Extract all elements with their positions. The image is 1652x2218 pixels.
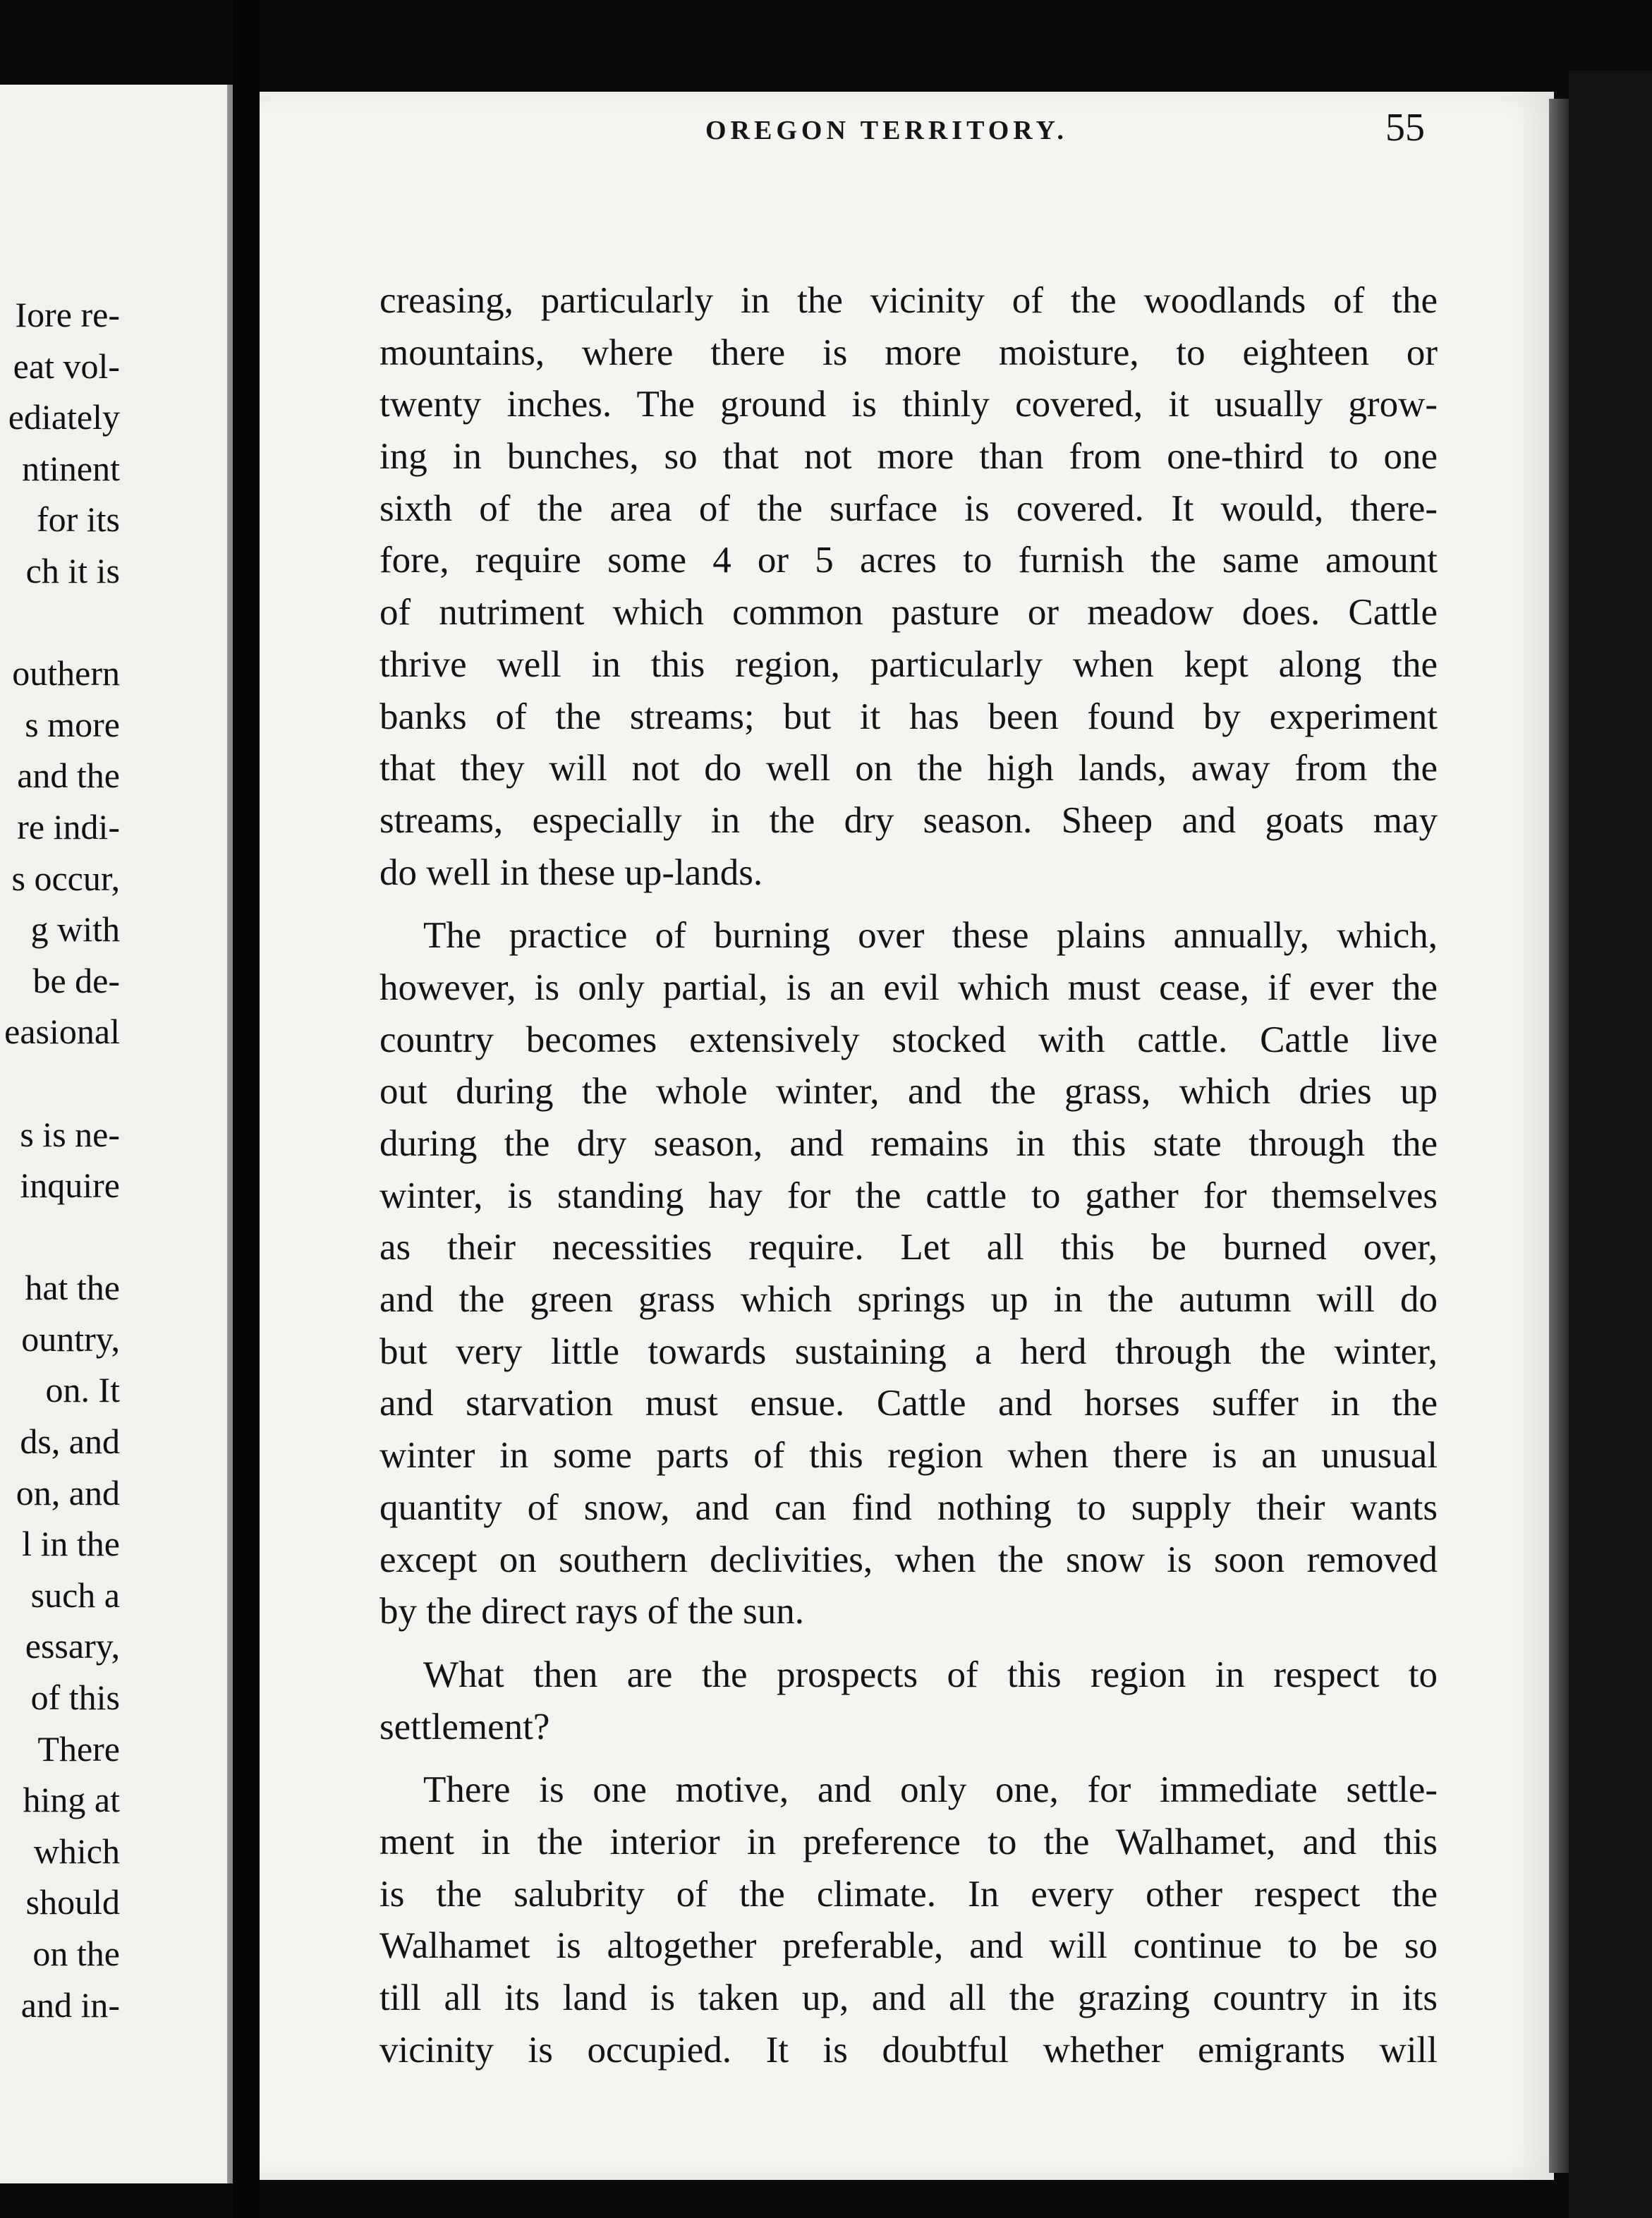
left-line: of this <box>30 1678 120 1718</box>
left-line: outhern <box>12 653 120 693</box>
paragraph-gap <box>379 1638 1438 1649</box>
text-line: sixth of the area of the surface is covered. It would, there- <box>379 487 1438 529</box>
left-line: essary, <box>25 1626 120 1666</box>
left-line: ntinent <box>22 448 120 488</box>
left-line-gap <box>0 1058 233 1109</box>
text-line: winter in some parts of this region when there is an unusual <box>379 1435 1438 1477</box>
text-line: is the salubrity of the climate. In every other respect the <box>379 1873 1438 1915</box>
left-line: There <box>37 1728 120 1769</box>
text-line: by the direct rays of the sun. <box>379 1591 804 1632</box>
text-line: mountains, where there is more moisture, to eighteen or <box>379 332 1438 373</box>
left-line: which <box>33 1831 120 1871</box>
text-line: however, is only partial, is an evil which must cease, if ever the <box>379 966 1438 1008</box>
text-line: fore, require some 4 or 5 acres to furnish the same amount <box>379 540 1438 581</box>
text-line: and starvation must ensue. Cattle and horses suffer in the <box>379 1383 1438 1424</box>
left-line: such a <box>30 1575 120 1615</box>
book-gutter <box>233 0 260 2218</box>
text-line: settlement? <box>379 1706 550 1747</box>
text-line: twenty inches. The ground is thinly covered, it usually grow- <box>379 384 1438 425</box>
left-line: be de- <box>32 960 120 1000</box>
page-number: 55 <box>1385 106 1425 150</box>
text-line: do well in these up-lands. <box>379 852 763 893</box>
text-line: country becomes extensively stocked with cattle. Cattle live <box>379 1019 1438 1060</box>
text-line: of nutriment which common pasture or meadow does. Cattle <box>379 592 1438 634</box>
text-line: that they will not do well on the high lands, away from the <box>379 748 1438 789</box>
text-line: vicinity is occupied. It is doubtful whether emigrants will <box>379 2029 1438 2071</box>
text-line: and the green grass which springs up in the autumn will do <box>379 1279 1438 1321</box>
text-line: Walhamet is altogether preferable, and will continue to be so <box>379 1925 1438 1967</box>
text-line: creasing, particularly in the vicinity of the woodlands of the <box>379 280 1438 321</box>
paragraph-gap <box>379 899 1438 910</box>
left-line: eat vol- <box>13 346 120 386</box>
left-line: Iore re- <box>15 295 120 334</box>
left-line: hing at <box>23 1780 120 1820</box>
right-page-edge <box>1549 99 1569 2173</box>
left-line: ountry, <box>21 1319 120 1359</box>
running-title: OREGON TERRITORY. <box>705 116 1068 145</box>
paragraph-gap <box>379 1753 1438 1764</box>
left-line: s occur, <box>11 858 120 898</box>
text-line: till all its land is taken up, and all the grazing country in its <box>379 1977 1438 2018</box>
left-line-gap <box>0 597 233 648</box>
text-line: ing in bunches, so that not more than from one-third to one <box>379 436 1438 478</box>
left-line: for its <box>36 499 120 540</box>
text-line: but very little towards sustaining a herd through the winter, <box>379 1331 1438 1372</box>
text-line: ment in the interior in preference to the Walhamet, and this <box>379 1821 1438 1862</box>
left-line: easional <box>4 1012 120 1052</box>
left-line: re indi- <box>17 806 120 847</box>
left-line: on, and <box>16 1472 120 1513</box>
left-line: ch it is <box>25 550 120 590</box>
left-line: inquire <box>20 1165 120 1206</box>
left-line: and in- <box>20 1984 120 2025</box>
left-line: s more <box>25 704 120 744</box>
text-line: What then are the prospects of this region in respect to <box>423 1654 1438 1695</box>
left-facing-page <box>0 85 233 2183</box>
text-line: out during the whole winter, and the grass, which dries up <box>379 1071 1438 1113</box>
left-line-gap <box>0 1211 233 1263</box>
text-line: banks of the streams; but it has been found by experiment <box>379 696 1438 737</box>
text-line: quantity of snow, and can find nothing to supply their wants <box>379 1486 1438 1528</box>
left-line: should <box>25 1882 120 1922</box>
left-line: g with <box>30 909 120 950</box>
left-line: l in the <box>22 1524 120 1564</box>
left-line: on. It <box>45 1370 120 1410</box>
left-line: and the <box>17 756 120 796</box>
text-line: The practice of burning over these plains annually, which, <box>423 915 1438 957</box>
book-cover-edge <box>1569 71 1652 2218</box>
text-line: during the dry season, and remains in this state through the <box>379 1123 1438 1164</box>
left-line: hat the <box>25 1268 120 1308</box>
left-line: ediately <box>8 397 120 437</box>
text-line: except on southern declivities, when the snow is soon removed <box>379 1539 1438 1580</box>
left-page-text <box>0 289 233 2030</box>
text-line: There is one motive, and only one, for immediate settle- <box>423 1769 1438 1811</box>
text-line: thrive well in this region, particularly when kept along the <box>379 643 1438 685</box>
text-line: as their necessities require. Let all this be burned over, <box>379 1227 1438 1268</box>
left-line: ds, and <box>20 1422 120 1462</box>
text-line: streams, especially in the dry season. Sheep and goats may <box>379 799 1438 841</box>
text-line: winter, is standing hay for the cattle to gather for themselves <box>379 1175 1438 1216</box>
left-line: s is ne- <box>20 1114 120 1154</box>
page-body-text <box>379 275 1438 2076</box>
left-line: on the <box>32 1934 120 1973</box>
